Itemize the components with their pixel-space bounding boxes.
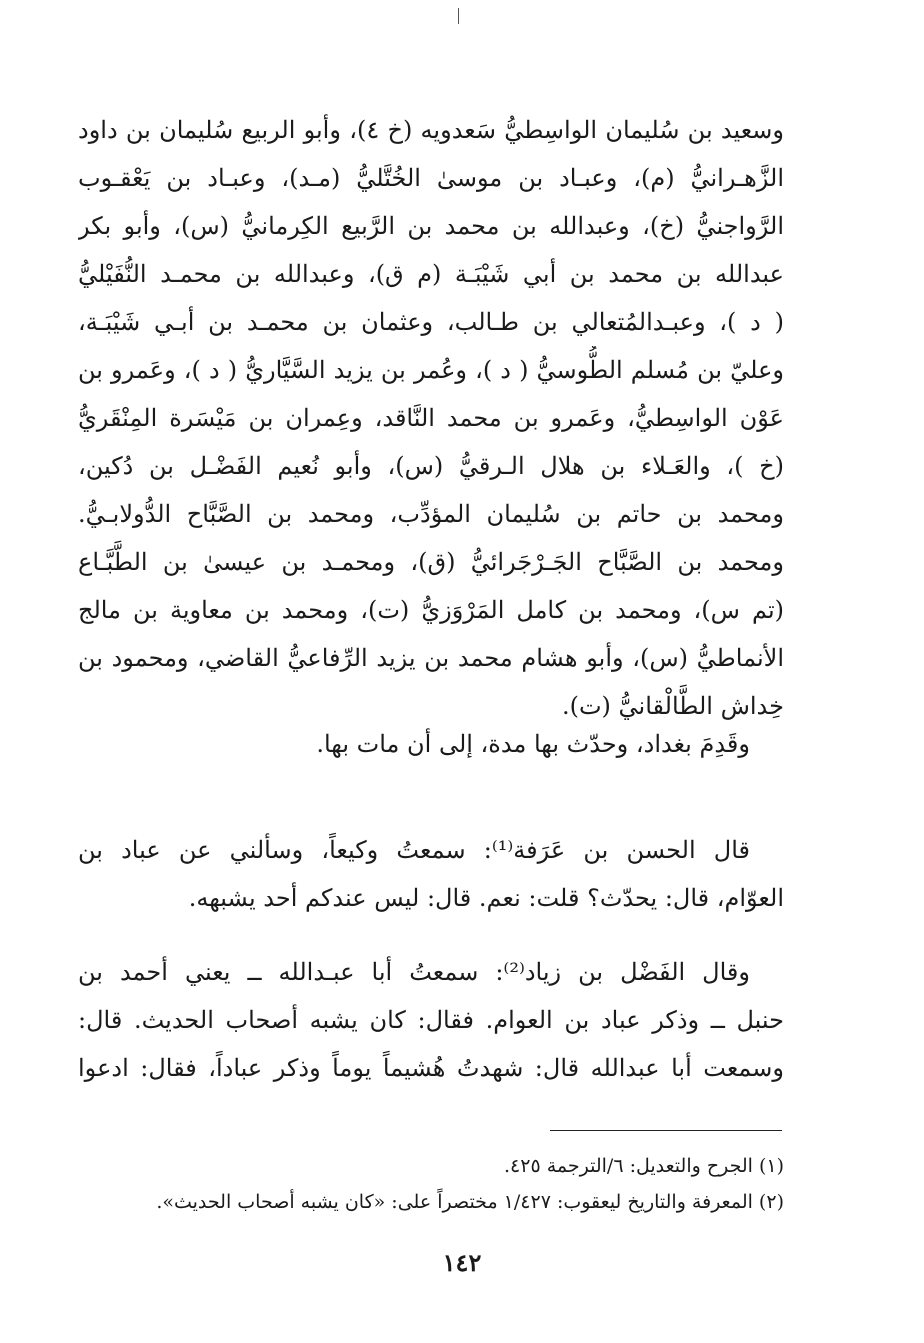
paragraph-arrival-baghdad xyxy=(78,720,784,768)
footnotes xyxy=(150,1148,784,1220)
text-line: عَوْن الواسِطيُّ، وعَمرو بن محمد النَّاقد، وعِمران بن مَيْسَرة المِنْقَريُّ xyxy=(78,404,784,432)
text-line: الأنماطيُّ (س)، وأبو هشام محمد بن يزيد الرِّفاعيُّ القاضي، ومحمود بن xyxy=(78,644,784,672)
footnote-1: (١) الجرح والتعديل: ٦/الترجمة ٤٢٥. xyxy=(504,1155,784,1177)
text-line: وعليّ بن مُسلم الطُّوسيُّ ( د )، وعُمر بن يزيد السَّيَّاريُّ ( د )، وعَمرو بن xyxy=(78,356,784,384)
text-line: ( د )، وعبـدالمُتعالي بن طـالب، وعثمان بن محمـد بن أبـي شَيْبَـة، xyxy=(78,308,784,336)
text-line: الزَّهـرانيُّ (م)، وعبـاد بن موسىٰ الخُتَّليُّ (مـد)، وعبـاد بن يَعْقـوب xyxy=(78,164,784,192)
paragraph-fadl-ibn-ziyad xyxy=(78,948,784,1092)
text-line: ومحمد بن حاتم بن سُليمان المؤدِّب، ومحمد بن الصَّبَّاح الدُّولابـيُّ. xyxy=(78,500,784,528)
text-line: قال الحسن بن عَرَفة⁽¹⁾: سمعتُ وكيعاً، وسألني عن عباد بن xyxy=(78,836,751,864)
text-line: وقَدِمَ بغداد، وحدّث بها مدة، إلى أن مات بها. xyxy=(316,730,750,758)
text-line: عبدالله بن محمد بن أبي شَيْبَـة (م ق)، وعبدالله بن محمـد النُّفَيْليُّ xyxy=(78,260,784,288)
text-line: وسعيد بن سُليمان الواسِطيُّ سَعدويه (خ ٤)، وأبو الربيع سُليمان بن داود xyxy=(78,116,784,144)
text-line: حنبل ــ وذكر عباد بن العوام. فقال: كان يشبه أصحاب الحديث. قال: xyxy=(78,1006,784,1034)
text-line: وقال الفَضْل بن زياد⁽²⁾: سمعتُ أبا عبـدالله ــ يعني أحمد بن xyxy=(78,958,750,986)
text-line: العوّام، قال: يحدّث؟ قلت: نعم. قال: ليس عندكم أحد يشبهه. xyxy=(188,884,784,912)
main-paragraph xyxy=(78,106,784,730)
page-number: ١٤٢ xyxy=(442,1248,482,1277)
text-line: (خ )، والعَـلاء بن هلال الـرقيُّ (س)، وأبو نُعيم الفَضْـل بن دُكين، xyxy=(78,452,784,480)
paragraph-hasan-ibn-arafa xyxy=(78,826,784,922)
text-line: (تم س)، ومحمد بن كامل المَرْوَزيُّ (ت)، ومحمد بن معاوية بن مالج xyxy=(78,596,784,624)
text-line: خِداش الطَّالْقانيُّ (ت). xyxy=(561,692,784,720)
page-top-mark xyxy=(458,8,459,24)
text-line: وسمعت أبا عبدالله قال: شهدتُ هُشيماً يوماً وذكر عباداً، فقال: ادعوا xyxy=(78,1054,784,1082)
text-line: ومحمد بن الصَّبَّاح الجَـرْجَرائيُّ (ق)، ومحمـد بن عيسىٰ بن الطَّبَّـاع xyxy=(78,548,784,576)
text-line: الرَّواجنيُّ (خ)، وعبدالله بن محمد بن الرَّبيع الكِرمانيُّ (س)، وأبو بكر xyxy=(78,212,784,240)
footnote-2: (٢) المعرفة والتاريخ ليعقوب: ١/٤٢٧ مختصراً على: «كان يشبه أصحاب الحديث». xyxy=(156,1191,784,1213)
footnote-divider xyxy=(550,1130,782,1131)
